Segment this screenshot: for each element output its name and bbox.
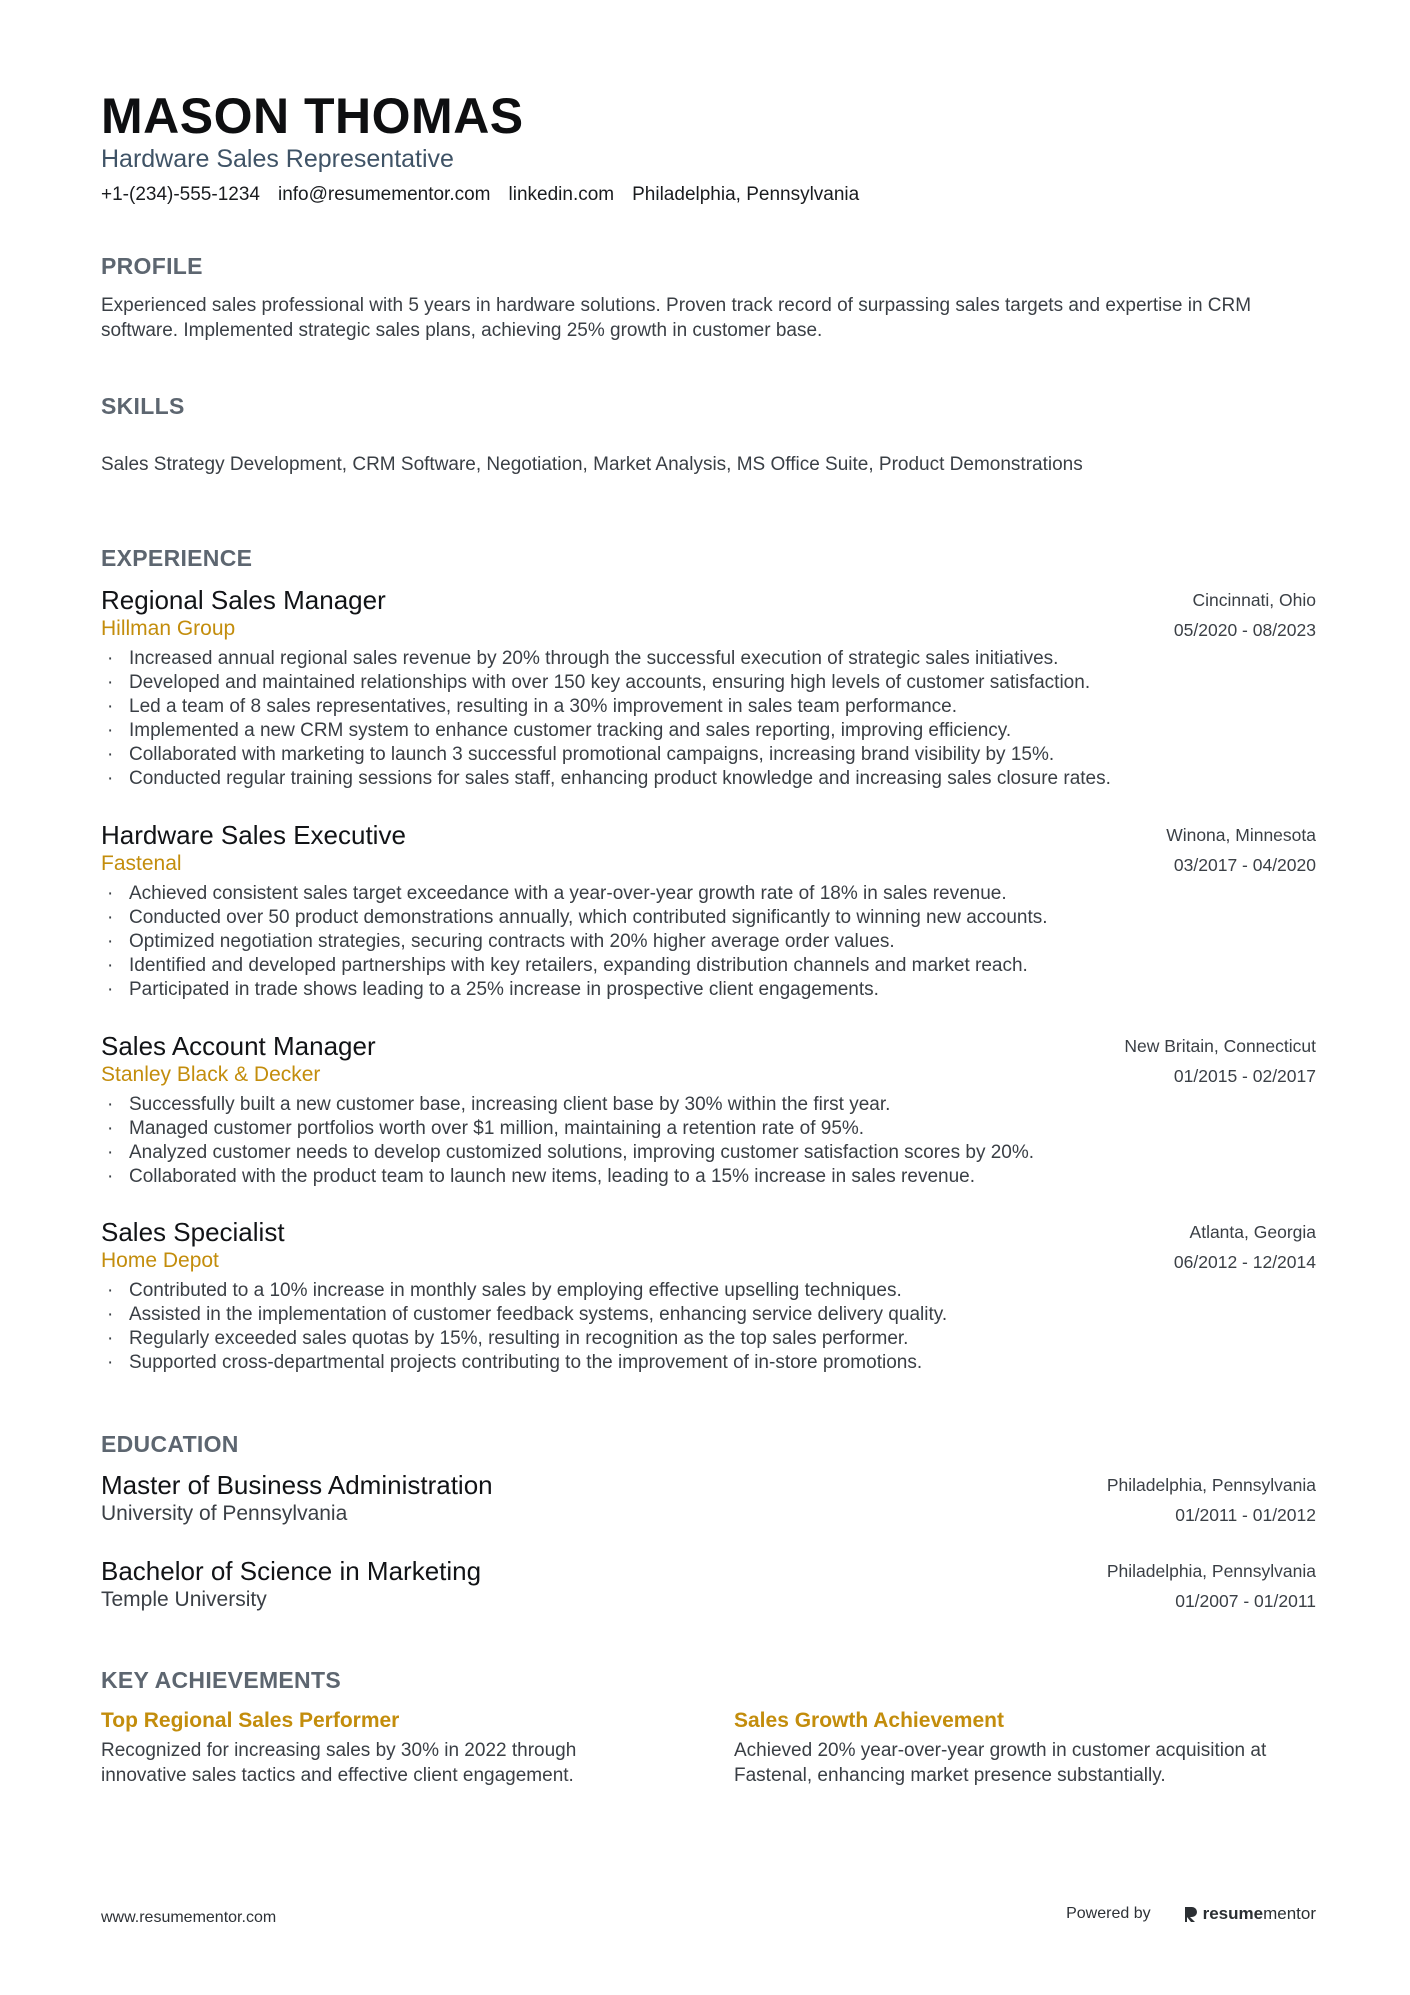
experience-heading: EXPERIENCE [101,545,253,571]
location: Philadelphia, Pennsylvania [632,184,860,205]
achievements-heading: KEY ACHIEVEMENTS [101,1667,341,1693]
bullet-item: · Conducted regular training sessions for sales staff, enhancing product knowledge and increasing sales closure rates. [101,767,1316,791]
achievement-item [734,1707,1294,1788]
job-title: Sales Specialist [101,1217,285,1247]
bullet-item: · Conducted over 50 product demonstrations annually, which contributed significantly to winning new accounts. [101,906,1316,930]
job-entry [101,585,1316,791]
degree: Master of Business Administration [101,1470,493,1500]
resumementor-logo-icon [1183,1905,1199,1923]
job-meta [1174,585,1316,645]
job-bullets [101,882,1316,1002]
bullet-item: · Collaborated with marketing to launch 3 successful promotional campaigns, increasing brand visibility by 15%. [101,743,1316,767]
achievement-title: Sales Growth Achievement [734,1709,1004,1732]
bullet-item: · Regularly exceeded sales quotas by 15%, resulting in recognition as the top sales performer. [101,1327,1316,1351]
bullet-item: · Participated in trade shows leading to a 25% increase in prospective client engagements. [101,978,1316,1002]
resumementor-logo[interactable] [1183,1904,1316,1924]
candidate-title: Hardware Sales Representative [101,145,454,173]
bullet-item: · Contributed to a 10% increase in monthly sales by employing effective upselling techniques. [101,1279,1316,1303]
bullet-item: · Assisted in the implementation of customer feedback systems, enhancing service delivery quality. [101,1303,1316,1327]
candidate-name: MASON THOMAS [101,88,524,144]
achievement-item [101,1707,661,1788]
phone: +1-(234)-555-1234 [101,184,260,205]
bullet-item: · Successfully built a new customer base, increasing client base by 30% within the first year. [101,1093,1316,1117]
job-title: Hardware Sales Executive [101,820,406,850]
job-entry [101,820,1316,1002]
job-dates: 06/2012 - 12/2014 [1173,1252,1316,1272]
job-title: Regional Sales Manager [101,585,386,615]
footer-website[interactable]: www.resumementor.com [101,1909,277,1926]
powered-by-label: Powered by [1066,1905,1151,1922]
job-location: New Britain, Connecticut [1124,1036,1316,1056]
company-name: Stanley Black & Decker [101,1063,321,1086]
education-dates: 01/2007 - 01/2011 [1175,1591,1316,1611]
job-meta [1166,820,1316,880]
job-entry [101,1217,1316,1375]
achievement-title: Top Regional Sales Performer [101,1709,400,1732]
company-name: Hillman Group [101,617,236,640]
education-heading: EDUCATION [101,1431,239,1457]
job-dates: 01/2015 - 02/2017 [1173,1066,1316,1086]
job-meta [1124,1031,1316,1091]
footer-branding [1066,1904,1316,1924]
job-bullets [101,1279,1316,1375]
job-title: Sales Account Manager [101,1031,376,1061]
school-name: Temple University [101,1588,267,1611]
logo-text-light: mentor [1263,1904,1316,1923]
education-dates: 01/2011 - 01/2012 [1175,1505,1316,1525]
job-dates: 05/2020 - 08/2023 [1173,620,1316,640]
job-bullets [101,1093,1316,1189]
education-entry [101,1556,1316,1614]
bullet-item: · Supported cross-departmental projects contributing to the improvement of in-store promotions. [101,1351,1316,1375]
bullet-item: · Managed customer portfolios worth over $1 million, maintaining a retention rate of 95%. [101,1117,1316,1141]
degree: Bachelor of Science in Marketing [101,1556,482,1586]
contact-line [101,183,877,207]
company-name: Home Depot [101,1249,219,1272]
job-dates: 03/2017 - 04/2020 [1173,855,1316,875]
education-location: Philadelphia, Pennsylvania [1106,1561,1316,1581]
job-entry [101,1031,1316,1189]
job-location: Winona, Minnesota [1166,825,1316,845]
job-bullets [101,647,1316,791]
bullet-item: · Identified and developed partnerships with key retailers, expanding distribution channels and market reach. [101,954,1316,978]
education-meta [1107,1470,1316,1530]
achievement-text: Recognized for increasing sales by 30% in 2022 through innovative sales tactics and effective client engagement. [101,1740,577,1786]
job-location: Cincinnati, Ohio [1192,590,1316,610]
achievement-text: Achieved 20% year-over-year growth in customer acquisition at Fastenal, enhancing market presence substantially. [734,1740,1267,1786]
job-location: Atlanta, Georgia [1189,1222,1316,1242]
bullet-item: · Achieved consistent sales target exceedance with a year-over-year growth rate of 18% in sales revenue. [101,882,1316,906]
education-meta [1107,1556,1316,1616]
email[interactable]: info@resumementor.com [277,184,491,205]
education-entry [101,1470,1316,1528]
profile-heading: PROFILE [101,253,203,279]
bullet-item: · Increased annual regional sales revenue by 20% through the successful execution of strategic sales initiatives. [101,647,1316,671]
bullet-item: · Led a team of 8 sales representatives, resulting in a 30% improvement in sales team performance. [101,695,1316,719]
bullet-item: · Implemented a new CRM system to enhance customer tracking and sales reporting, improving efficiency. [101,719,1316,743]
bullet-item: · Developed and maintained relationships with over 150 key accounts, ensuring high levels of customer satisfaction. [101,671,1316,695]
profile-text: Experienced sales professional with 5 years in hardware solutions. Proven track record of surpassing sales targets and expertise in CRM software. Implemented strategic sales plans, achieving 25% growth in customer base. [101,295,1252,341]
job-meta [1174,1217,1316,1277]
school-name: University of Pennsylvania [101,1502,348,1525]
linkedin[interactable]: linkedin.com [508,184,615,205]
bullet-item: · Analyzed customer needs to develop customized solutions, improving customer satisfaction scores by 20%. [101,1141,1316,1165]
skills-text: Sales Strategy Development, CRM Software, Negotiation, Market Analysis, MS Office Suite, Product Demonstrations [101,454,1083,475]
bullet-item: · Collaborated with the product team to launch new items, leading to a 15% increase in sales revenue. [101,1165,1316,1189]
company-name: Fastenal [101,852,182,875]
logo-text-bold: resume [1202,1904,1264,1923]
skills-heading: SKILLS [101,393,185,419]
education-location: Philadelphia, Pennsylvania [1106,1475,1316,1495]
bullet-item: · Optimized negotiation strategies, securing contracts with 20% higher average order values. [101,930,1316,954]
